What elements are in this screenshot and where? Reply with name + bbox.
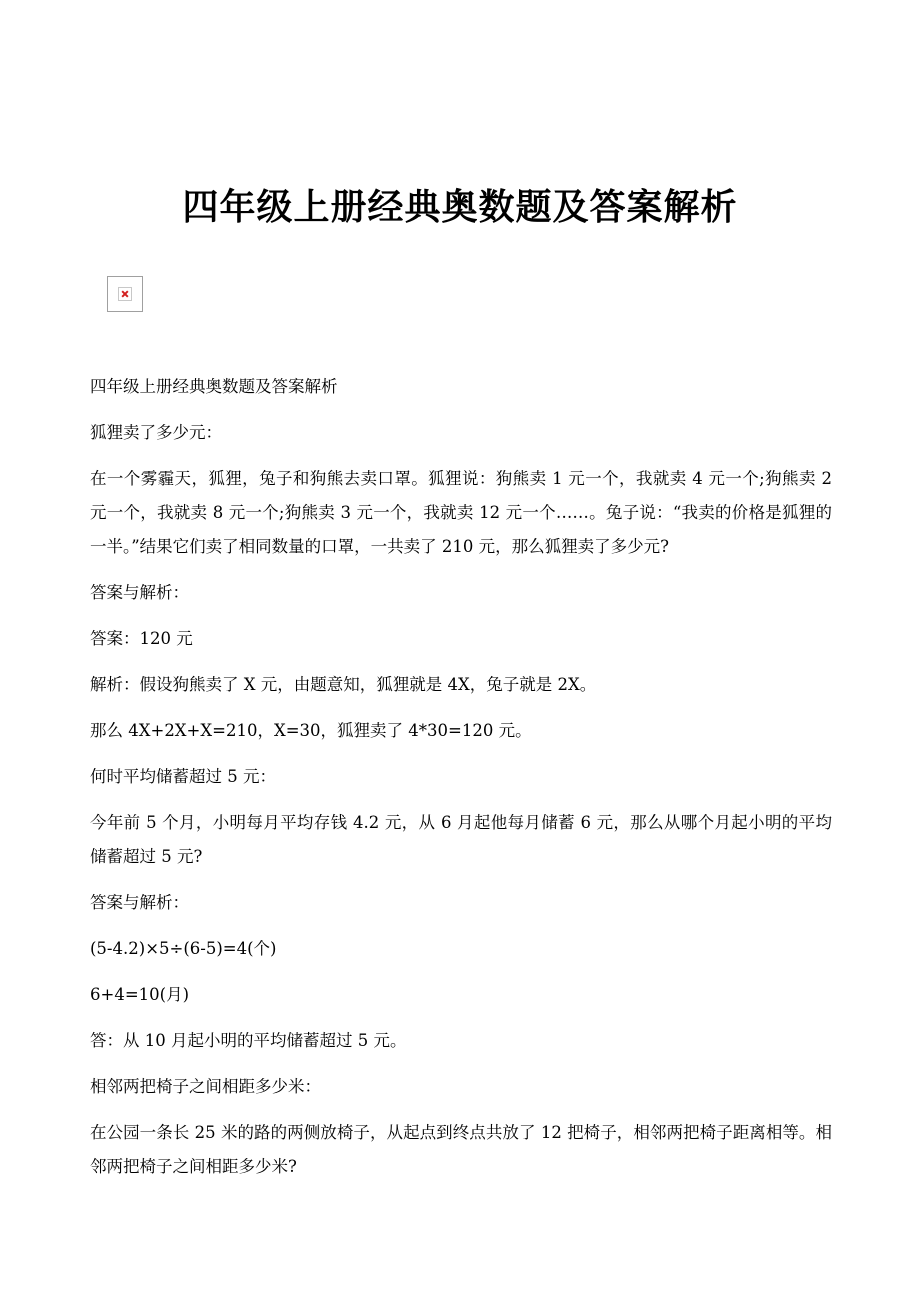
calculation-line: (5-4.2)×5÷(6-5)=4(个): [90, 939, 277, 958]
document-body: [90, 370, 832, 1196]
question-heading-fox: 狐狸卖了多少元：: [90, 423, 222, 442]
explanation-text: 解析：假设狗熊卖了 X 元，由题意知，狐狸就是 4X，兔子就是 2X。: [90, 675, 597, 694]
question-heading-chairs: 相邻两把椅子之间相距多少米：: [90, 1077, 321, 1096]
answer-text: 答案：120 元: [90, 629, 193, 648]
question-heading-savings: 何时平均储蓄超过 5 元：: [90, 767, 276, 786]
answer-text: 答：从 10 月起小明的平均储蓄超过 5 元。: [90, 1031, 407, 1050]
close-icon: [118, 287, 132, 301]
question-text-savings: 今年前 5 个月，小明每月平均存钱 4.2 元，从 6 月起他每月储蓄 6 元，那么从哪个月起小明的平均储蓄超过 5 元?: [90, 813, 832, 866]
document-title: 四年级上册经典奥数题及答案解析: [182, 187, 738, 228]
question-text-fox: 在一个雾霾天，狐狸，兔子和狗熊去卖口罩。狐狸说：狗熊卖 1 元一个，我就卖 4 元一个;狗熊卖 2 元一个，我就卖 8 元一个;狗熊卖 3 元一个，我就卖 12 元一个……。兔子说：“我卖的价格是狐狸的一半。”结果它们卖了相同数量的口罩，一共卖了 210 元，那么狐狸卖了多少元?: [90, 469, 832, 556]
explanation-text: 那么 4X+2X+X=210，X=30，狐狸卖了 4*30=120 元。: [90, 721, 532, 740]
calculation-line: 6+4=10(月): [90, 985, 190, 1004]
subtitle-paragraph: 四年级上册经典奥数题及答案解析: [90, 377, 338, 396]
answer-heading: 答案与解析：: [90, 893, 189, 912]
broken-image-icon: [107, 276, 143, 312]
question-text-chairs: 在公园一条长 25 米的路的两侧放椅子，从起点到终点共放了 12 把椅子，相邻两把椅子距离相等。相邻两把椅子之间相距多少米?: [90, 1123, 832, 1176]
answer-heading: 答案与解析：: [90, 583, 189, 602]
